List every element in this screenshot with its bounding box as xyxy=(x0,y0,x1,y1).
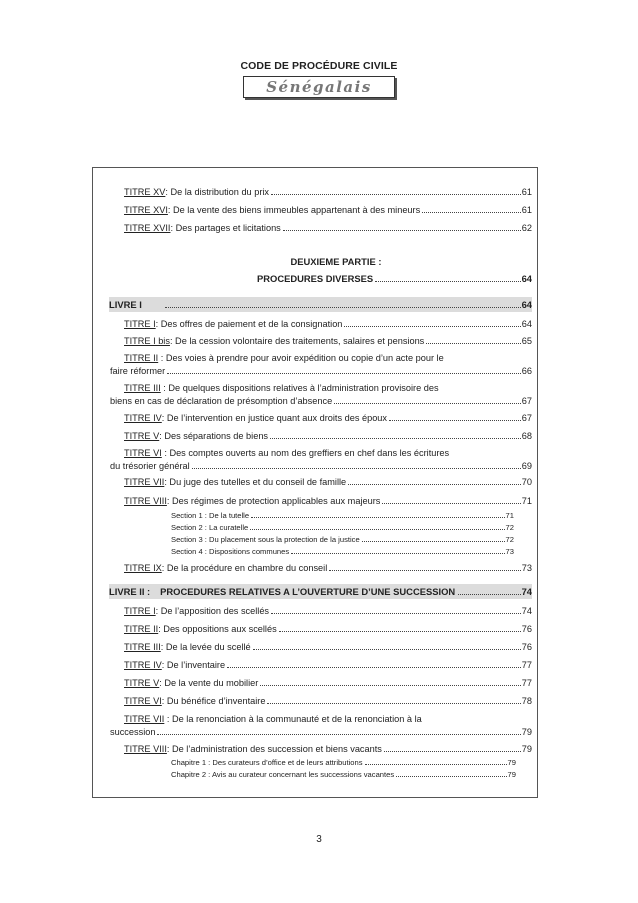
toc-entry-titre-v[interactable] xyxy=(124,430,532,442)
entry-label: TITRE XV xyxy=(124,187,166,197)
entry-page: 70 xyxy=(521,477,532,487)
entry-text-line1: : De la renonciation à la communauté et de la renonciation à la xyxy=(164,714,422,724)
livre-i-bar[interactable] xyxy=(109,297,532,312)
leader-dots xyxy=(329,569,521,571)
toc-entry-l2-titre-i[interactable] xyxy=(124,605,532,617)
entry-label: TITRE VI xyxy=(124,448,162,458)
leader-dots xyxy=(344,325,520,327)
entry-label: TITRE VIII xyxy=(124,496,167,506)
entry-page: 79 xyxy=(521,744,532,754)
entry-text-line1: : Des voies à prendre pour avoir expédition ou copie d’un acte pour le xyxy=(158,353,444,363)
chapitre-text: Chapitre 1 : Des curateurs d’office et de leurs attributions xyxy=(171,758,363,767)
leader-dots xyxy=(192,467,521,469)
entry-text-line1: : Des comptes ouverts au nom des greffiers en chef dans les écritures xyxy=(161,448,450,458)
entry-text-line2: succession xyxy=(110,727,156,737)
toc-entry-titre-iv[interactable] xyxy=(124,412,532,424)
section-page: 72 xyxy=(505,523,514,532)
toc-section-4[interactable] xyxy=(171,546,514,558)
entry-text-line2: du trésorier général xyxy=(110,461,190,471)
entry-text: : De la vente des biens immeubles appartenant à des mineurs xyxy=(167,205,421,215)
section-page: 72 xyxy=(505,535,514,544)
section-page: 71 xyxy=(505,511,514,520)
toc-section-1[interactable] xyxy=(171,510,514,522)
leader-dots xyxy=(279,630,521,632)
leader-dots xyxy=(362,540,505,542)
entry-label: TITRE XVII xyxy=(124,223,171,233)
leader-dots xyxy=(384,750,521,752)
entry-label: TITRE VI xyxy=(124,696,162,706)
leader-dots xyxy=(458,593,520,595)
leader-dots xyxy=(165,306,521,308)
toc-entry-titre-vii[interactable] xyxy=(124,476,532,488)
toc-entry-l2-titre-viii[interactable] xyxy=(124,743,532,755)
leader-dots xyxy=(260,684,520,686)
part-heading: DEUXIEME PARTIE : xyxy=(290,256,382,267)
entry-page: 69 xyxy=(521,461,532,471)
leader-dots xyxy=(283,229,521,231)
leader-dots xyxy=(267,702,520,704)
leader-dots xyxy=(253,648,521,650)
toc-entry-titre-i[interactable] xyxy=(124,318,532,330)
entry-page: 77 xyxy=(521,678,532,688)
toc-section-3[interactable] xyxy=(171,534,514,546)
leader-dots xyxy=(389,419,521,421)
toc-entry-l2-titre-v[interactable] xyxy=(124,677,532,689)
section-text: Section 1 : De la tutelle xyxy=(171,511,250,520)
entry-label: TITRE IV xyxy=(124,660,162,670)
entry-text: : De la cession volontaire des traitements, salaires et pensions xyxy=(169,336,425,346)
entry-page: 67 xyxy=(521,396,532,406)
entry-label: TITRE I bis xyxy=(124,336,170,346)
entry-page: 78 xyxy=(521,696,532,706)
toc-entry-titre-i-bis[interactable] xyxy=(124,335,532,347)
leader-dots xyxy=(422,211,521,213)
entry-label: TITRE II xyxy=(124,353,159,363)
livre-label: LIVRE II : xyxy=(109,586,151,597)
entry-text: : De l’apposition des scellés xyxy=(155,606,270,616)
entry-page: 77 xyxy=(521,660,532,670)
entry-label: TITRE XVI xyxy=(124,205,168,215)
document-subtitle-box: Sénégalais xyxy=(243,76,395,98)
entry-text-line1: : De quelques dispositions relatives à l’administration provisoire des xyxy=(160,383,439,393)
entry-text: : De la procédure en chambre du conseil xyxy=(161,563,328,573)
entry-text: : De la distribution du prix xyxy=(165,187,270,197)
chapitre-text: Chapitre 2 : Avis au curateur concernant les successions vacantes xyxy=(171,770,395,779)
entry-label: TITRE III xyxy=(124,642,161,652)
leader-dots xyxy=(227,666,521,668)
entry-text: : Du bénéfice d’inventaire xyxy=(161,696,266,706)
leader-dots xyxy=(396,775,506,777)
toc-entry-titre-xvi[interactable] xyxy=(124,204,532,216)
entry-text: : Des régimes de protection applicables aux majeurs xyxy=(166,496,381,506)
entry-label: TITRE IV xyxy=(124,413,162,423)
entry-label: TITRE II xyxy=(124,624,159,634)
entry-text: : Des oppositions aux scellés xyxy=(158,624,277,634)
leader-dots xyxy=(291,552,504,554)
livre-label: LIVRE I xyxy=(109,299,142,310)
entry-label: TITRE IX xyxy=(124,563,162,573)
toc-entry-l2-titre-iii[interactable] xyxy=(124,641,532,653)
leader-dots xyxy=(250,528,504,530)
leader-dots xyxy=(382,502,520,504)
entry-label: TITRE I xyxy=(124,319,156,329)
toc-entry-titre-xv[interactable] xyxy=(124,186,532,198)
entry-page: 61 xyxy=(521,187,532,197)
leader-dots xyxy=(157,733,520,735)
entry-page: 62 xyxy=(521,223,532,233)
entry-text: : Des offres de paiement et de la consignation xyxy=(155,319,343,329)
chapitre-page: 79 xyxy=(507,770,516,779)
livre-page: 64 xyxy=(521,299,532,310)
section-text: Section 3 : Du placement sous la protection de la justice xyxy=(171,535,360,544)
toc-entry-l2-titre-iv[interactable] xyxy=(124,659,532,671)
entry-label: TITRE V xyxy=(124,678,160,688)
toc-entry-titre-xvii[interactable] xyxy=(124,222,532,234)
entry-text: : Du juge des tutelles et du conseil de famille xyxy=(164,477,347,487)
entry-label: TITRE VII xyxy=(124,714,165,724)
toc-entry-titre-viii[interactable] xyxy=(124,495,532,507)
entry-page: 73 xyxy=(521,563,532,573)
entry-text: : De la levée du scellé xyxy=(160,642,251,652)
entry-page: 79 xyxy=(521,727,532,737)
part-title: PROCEDURES DIVERSES xyxy=(257,273,374,284)
leader-dots xyxy=(271,612,521,614)
chapitre-page: 79 xyxy=(507,758,516,767)
toc-entry-titre-vi[interactable] xyxy=(110,447,532,472)
entry-page: 64 xyxy=(521,319,532,329)
entry-text-line2: faire réformer xyxy=(110,366,166,376)
entry-page: 61 xyxy=(521,205,532,215)
leader-dots xyxy=(167,372,521,374)
entry-text: : De l’administration des succession et biens vacants xyxy=(166,744,382,754)
entry-page: 66 xyxy=(521,366,532,376)
entry-page: 65 xyxy=(521,336,532,346)
livre-page: 74 xyxy=(521,586,532,597)
entry-text: : De l’inventaire xyxy=(161,660,226,670)
entry-text: : Des partages et licitations xyxy=(170,223,281,233)
entry-text: : De la vente du mobilier xyxy=(159,678,259,688)
entry-page: 68 xyxy=(521,431,532,441)
livre-title: PROCEDURES RELATIVES A L’OUVERTURE D’UNE SUCCESSION xyxy=(160,586,456,597)
leader-dots xyxy=(426,342,520,344)
toc-entry-l2-titre-vi[interactable] xyxy=(124,695,532,707)
toc-chapitre-1[interactable] xyxy=(171,757,516,769)
leader-dots xyxy=(375,280,520,282)
toc-entry-titre-iii[interactable] xyxy=(110,382,532,407)
leader-dots xyxy=(270,437,521,439)
toc-entry-l2-titre-ii[interactable] xyxy=(124,623,532,635)
page-number: 3 xyxy=(316,834,322,845)
entry-page: 64 xyxy=(521,273,532,284)
entry-label: TITRE III xyxy=(124,383,161,393)
section-page: 73 xyxy=(505,547,514,556)
entry-page: 76 xyxy=(521,624,532,634)
toc-section-2[interactable] xyxy=(171,522,514,534)
entry-label: TITRE V xyxy=(124,431,160,441)
entry-text-line2: biens en cas de déclaration de présomption d’absence xyxy=(110,396,333,406)
toc-chapitre-2[interactable] xyxy=(171,769,516,781)
entry-text: : Des séparations de biens xyxy=(159,431,269,441)
leader-dots xyxy=(365,763,507,765)
toc-entry-titre-ii[interactable] xyxy=(110,352,532,377)
section-text: Section 4 : Dispositions communes xyxy=(171,547,290,556)
livre-ii-bar[interactable] xyxy=(109,584,532,599)
leader-dots xyxy=(334,402,521,404)
toc-entry-l2-titre-vii[interactable] xyxy=(110,713,532,738)
leader-dots xyxy=(251,516,504,518)
leader-dots xyxy=(348,483,521,485)
toc-entry-titre-ix[interactable] xyxy=(124,562,532,574)
entry-page: 74 xyxy=(521,606,532,616)
toc-entry-procedures-diverses[interactable] xyxy=(257,273,532,285)
entry-page: 71 xyxy=(521,496,532,506)
entry-label: TITRE VII xyxy=(124,477,165,487)
entry-page: 67 xyxy=(521,413,532,423)
entry-label: TITRE I xyxy=(124,606,156,616)
entry-text: : De l’intervention en justice quant aux droits des époux xyxy=(161,413,388,423)
entry-page: 76 xyxy=(521,642,532,652)
section-text: Section 2 : La curatelle xyxy=(171,523,249,532)
document-title: CODE DE PROCÉDURE CIVILE xyxy=(240,60,398,72)
entry-label: TITRE VIII xyxy=(124,744,167,754)
leader-dots xyxy=(271,193,521,195)
